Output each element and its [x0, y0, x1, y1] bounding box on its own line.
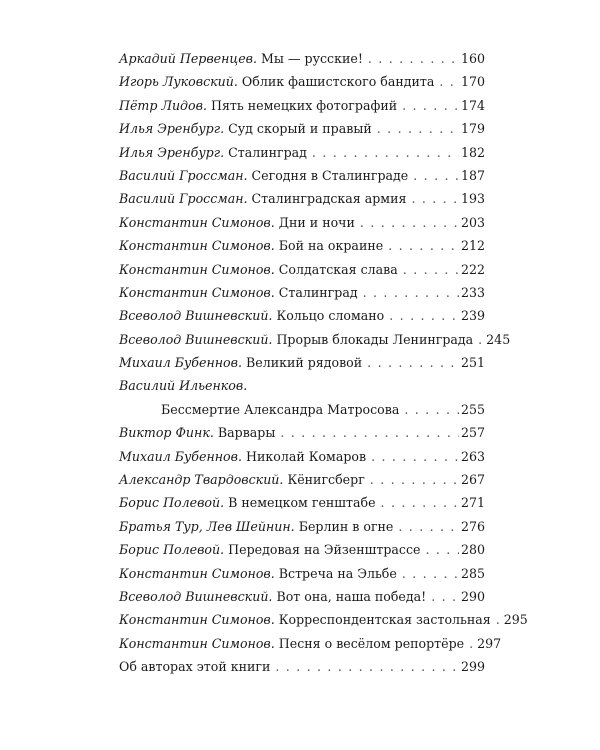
toc-page-number: 285 — [460, 565, 485, 581]
dot-leader — [496, 608, 502, 631]
toc-title: Передовая на Эйзенштрассе — [228, 542, 421, 558]
toc-author: Всеволод Вишневский. — [119, 331, 273, 347]
toc-entry — [119, 491, 485, 514]
dot-leader — [402, 94, 459, 117]
toc-page-number: 280 — [460, 542, 485, 558]
dot-leader — [280, 421, 459, 444]
toc-page-number: 257 — [460, 425, 485, 441]
toc-title: Облик фашистского бандита — [241, 74, 435, 90]
toc-author: Братья Тур, Лев Шейнин. — [119, 518, 295, 534]
toc-entry — [119, 632, 502, 655]
toc-page-number: 203 — [460, 214, 485, 230]
toc-page-number: 193 — [460, 191, 485, 207]
dot-leader — [388, 234, 459, 257]
table-of-contents — [119, 47, 528, 679]
toc-title: Об авторах этой книги — [119, 659, 271, 675]
toc-entry — [119, 281, 485, 304]
toc-page-number: 267 — [460, 472, 485, 488]
dot-leader — [425, 538, 459, 561]
toc-page-number: 295 — [503, 612, 528, 628]
toc-author: Борис Полевой. — [119, 542, 225, 558]
toc-title: Николай Комаров — [245, 448, 367, 464]
dot-leader — [312, 141, 459, 164]
dot-leader — [404, 398, 459, 421]
toc-entry — [119, 234, 485, 257]
toc-entry — [119, 47, 485, 70]
dot-leader — [402, 562, 459, 585]
toc-entry — [119, 538, 485, 561]
dot-leader — [368, 47, 459, 70]
toc-entry — [119, 304, 485, 327]
toc-author: Михаил Бубеннов. — [119, 448, 242, 464]
dot-leader — [371, 445, 459, 468]
toc-title: Песня о весёлом репортёре — [278, 635, 465, 651]
toc-entry — [119, 94, 485, 117]
toc-entry — [119, 655, 485, 678]
dot-leader — [478, 328, 484, 351]
toc-entry — [119, 70, 485, 93]
toc-title: Мы — русские! — [261, 51, 363, 66]
toc-author: Борис Полевой. — [119, 495, 225, 511]
toc-entry — [119, 608, 528, 631]
toc-page-number: 233 — [460, 284, 485, 300]
toc-entry — [119, 515, 485, 538]
toc-page-number: 299 — [460, 659, 485, 675]
toc-author: Пётр Лидов. — [119, 97, 207, 113]
toc-title: Сталинград — [278, 284, 358, 300]
toc-page-number: 212 — [460, 238, 485, 254]
toc-author: Константин Симонов. — [119, 612, 275, 628]
toc-entry — [119, 141, 485, 164]
toc-page-number: 290 — [460, 588, 485, 604]
dot-leader — [367, 351, 459, 374]
toc-author: Илья Эренбург. — [119, 144, 225, 160]
toc-entry — [119, 328, 511, 351]
toc-title: Пять немецких фотографий — [210, 97, 398, 113]
toc-title: Варвары — [217, 425, 276, 441]
dot-leader — [275, 655, 459, 678]
toc-title: Суд скорый и правый — [228, 121, 372, 137]
dot-leader — [363, 281, 459, 304]
toc-author: Константин Симонов. — [119, 238, 275, 254]
toc-title: Сегодня в Сталинграде — [251, 167, 409, 183]
toc-entry — [119, 445, 485, 468]
toc-page-number: 251 — [460, 355, 485, 371]
toc-title: Великий рядовой — [245, 355, 363, 371]
toc-entry — [119, 258, 485, 281]
toc-title: Кёнигсберг — [287, 472, 365, 488]
toc-author: Илья Эренбург. — [119, 121, 225, 137]
toc-title: Сталинградская армия — [251, 191, 407, 207]
toc-author: Михаил Бубеннов. — [119, 355, 242, 371]
toc-page-number: 239 — [460, 308, 485, 324]
toc-title: Сталинград — [228, 144, 307, 160]
toc-author: Константин Симонов. — [119, 635, 275, 651]
toc-author: Константин Симонов. — [119, 565, 275, 581]
toc-entry — [119, 562, 485, 585]
dot-leader — [370, 468, 459, 491]
dot-leader — [431, 585, 459, 608]
toc-author: Аркадий Первенцев. — [119, 51, 257, 66]
toc-author: Константин Симонов. — [119, 214, 275, 230]
toc-entry — [119, 117, 485, 140]
toc-entry — [119, 351, 485, 374]
toc-entry — [119, 421, 485, 444]
toc-title: Бой на окраине — [278, 238, 384, 254]
toc-page-number: 182 — [460, 144, 485, 160]
dot-leader — [389, 304, 459, 327]
toc-author: Игорь Луковский. — [119, 74, 238, 90]
toc-author: Всеволод Вишневский. — [119, 308, 273, 324]
toc-title: Бессмертие Александра Матросова — [161, 401, 400, 417]
toc-title: Берлин в огне — [298, 518, 394, 534]
dot-leader — [398, 515, 459, 538]
toc-page-number: 174 — [460, 97, 485, 113]
toc-page-number: 222 — [460, 261, 485, 277]
toc-title: Дни и ночи — [278, 214, 355, 230]
toc-entry — [119, 585, 485, 608]
toc-page-number: 245 — [486, 331, 511, 347]
toc-entry — [119, 164, 485, 187]
toc-author: Всеволод Вишневский. — [119, 588, 273, 604]
dot-leader — [377, 117, 459, 140]
toc-author: Василий Гроссман. — [119, 167, 248, 183]
dot-leader — [403, 258, 459, 281]
toc-page-number: 263 — [460, 448, 485, 464]
dot-leader — [413, 164, 459, 187]
toc-author: Василий Гроссман. — [119, 191, 248, 207]
toc-entry — [119, 211, 485, 234]
toc-page-number: 179 — [460, 121, 485, 137]
toc-title: Вот она, наша победа! — [276, 588, 427, 604]
toc-author: Василий Ильенков. — [119, 378, 248, 394]
toc-page-number: 271 — [460, 495, 485, 511]
toc-page-number: 297 — [477, 635, 502, 651]
toc-entry — [119, 398, 485, 421]
toc-author: Константин Симонов. — [119, 284, 275, 300]
toc-page-number: 276 — [460, 518, 485, 534]
dot-leader — [360, 211, 459, 234]
toc-title: В немецком генштабе — [228, 495, 376, 511]
toc-title: Корреспондентская застольная — [278, 612, 491, 628]
toc-page-number: 187 — [460, 167, 485, 183]
dot-leader — [381, 491, 459, 514]
toc-entry — [119, 374, 485, 397]
toc-page-number: 160 — [460, 51, 485, 66]
toc-author: Александр Твардовский. — [119, 472, 284, 488]
toc-title: Встреча на Эльбе — [278, 565, 397, 581]
toc-author: Константин Симонов. — [119, 261, 275, 277]
toc-entry — [119, 187, 485, 210]
toc-entry — [119, 468, 485, 491]
toc-title: Прорыв блокады Ленинграда — [276, 331, 474, 347]
toc-page-number: 255 — [460, 401, 485, 417]
dot-leader — [439, 70, 459, 93]
toc-title: Кольцо сломано — [276, 308, 385, 324]
toc-title: Солдатская слава — [278, 261, 398, 277]
toc-author: Виктор Финк. — [119, 425, 214, 441]
toc-page-number: 170 — [460, 74, 485, 90]
dot-leader — [411, 187, 459, 210]
dot-leader — [469, 632, 475, 655]
